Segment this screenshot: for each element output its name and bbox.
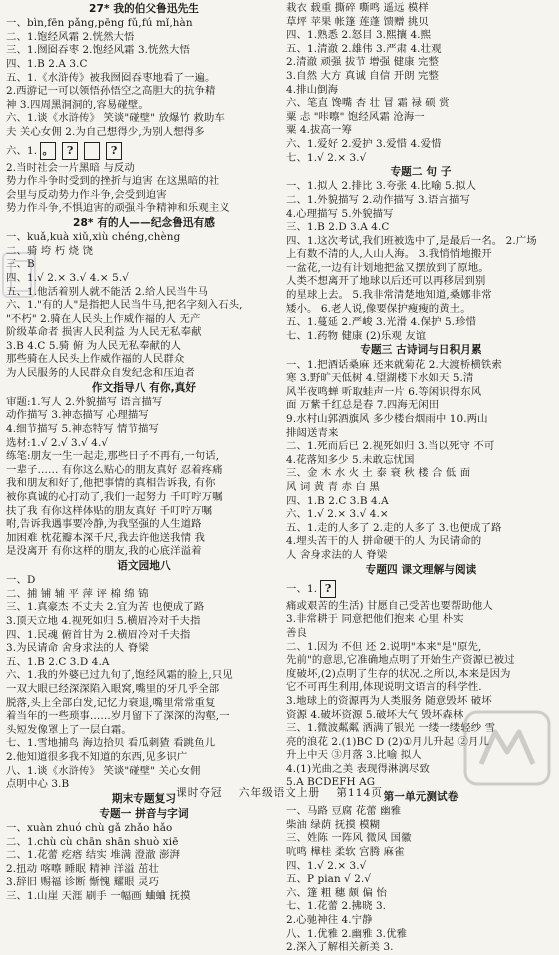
answer-line: 会里与反动势力作斗争,会受到迫害 — [6, 188, 167, 201]
answer-line: 5.A BCDEFH AG — [286, 776, 376, 789]
answer-line: 五、1.蔓延 2.严峻 3.光滑 4.保护 5.珍惜 — [286, 316, 477, 329]
answer-line: 四、1.民魂 俯首甘为 2.横眉冷对千夫指 — [6, 628, 191, 641]
answer-line: 一、bìn,fēn pǎng,pēng fǔ,fú mǐ,hàn — [6, 17, 193, 30]
answer-line: 八、1.谈《水浒传》 笑谈"碰壁" 关心女佣 — [6, 764, 201, 777]
answer-line: 先前"的意思,它准确地点明了开始生产资源已被过 — [286, 654, 515, 667]
answer-line: 4.排山倒海 — [286, 83, 339, 96]
answer-line: 四、1.√ 2.× 3.√ — [286, 859, 367, 872]
answer-line: 一、1.把酒话桑麻 还来就菊花 2.大渡桥横铁索 — [286, 358, 502, 371]
answer-line: 2.西游记一可以领悟孙悟空之高胆大的抗争精 — [6, 85, 216, 98]
answer-line: 一辈子…… 有你这么贴心的朋友真好 忍着疼痛 — [6, 463, 223, 476]
answer-line: 4.花落知多少 5.未敢忘忧国 — [286, 453, 415, 466]
section-heading: 专题一 拼音与字词 — [99, 807, 189, 820]
answer-line: 审题:1.写人 2.外貌描写 语言描写 — [6, 395, 163, 408]
right-column — [286, 2, 556, 955]
answer-line: 七、1.花蕾 2.拂晓 3. — [286, 900, 387, 913]
answer-line: 五、1.他活着别人就不能活 2.给人民当牛马 — [6, 285, 208, 298]
punctuation-answer-box: ? — [106, 142, 122, 160]
answer-line: 四、1.这次考试,我们班被选中了,是最后一名。 2.广场 — [286, 234, 537, 247]
answer-line: 风半夜鸣蝉 听取蛙声一片 6.等闲识得东风 — [286, 385, 482, 398]
answer-line: "不朽" 2.骑在人民头上作威作福的人 无产 — [6, 312, 201, 325]
answer-line: 上有数不清的人,人山人海。 3.我悄悄地搬开 — [286, 248, 492, 261]
punctuation-answer-box: ? — [62, 142, 78, 160]
answer-line: 9.水村山郭酒旗风 多少楼台烟雨中 10.两山 — [286, 413, 488, 426]
answer-line: 二、捕 铺 辅 平 萍 评 棉 绵 锦 — [6, 587, 149, 600]
answer-line: 3.B 4.C 5.骑 俯 为人民无私奉献的人 — [6, 339, 182, 352]
answer-line: 选材:1.√ 2.√ 3.√ 4.√ — [6, 436, 109, 449]
answer-line: 六、1."有的人"是指把人民当牛马,把名字刻入石头, — [6, 299, 243, 312]
answer-line: 二、1.饱经风霜 2.恍然大悟 — [6, 30, 135, 43]
answer-line: 四、1.熟悉 2.怒目 3.熙攘 4.熙 — [286, 29, 432, 42]
answer-line: 风 词 黄 青 赤 白 黑 — [286, 481, 380, 493]
answer-line: 势力作斗争,不惧迫害的顽强斗争精神和乐观主义 — [6, 202, 230, 215]
answer-box-row — [6, 140, 282, 162]
section-heading: 专题三 古诗词与日积月累 — [360, 344, 482, 357]
answer-box-row — [286, 578, 556, 600]
answer-line: 它不可再生利用,体现说明文语言的科学性. — [286, 681, 482, 694]
answer-line: 动作描写 3.神态描写 心理描写 — [6, 409, 149, 422]
answer-line: 4.心理描写 5.外貌描写 — [286, 207, 394, 220]
footer-brand: 课时夺冠 — [176, 787, 223, 799]
answer-line: 资源 4.破坏资源 5.破坏大气 毁坏森林 — [286, 708, 464, 721]
answer-line: 3.地球上的资源再为人类服务 随意毁坏 破坏 — [286, 694, 492, 707]
answer-line: 四、1.B 2.C 3.B 4.A — [286, 494, 389, 507]
section-heading: 第一单元测试卷 — [383, 791, 459, 804]
answer-line: 2.他知道很多我不知道的东西,见多识广 — [6, 750, 188, 763]
answer-line: 阶级革命者 损害人民利益 为人民无私奉献 — [6, 326, 202, 339]
answer-line: 草坪 苹果 帐篷 莲蓬 馈赠 挑贝 — [286, 15, 429, 28]
answer-line: 五、P pian √ 2.√ — [286, 873, 372, 886]
answer-line: 六、1.我的外婆已过九旬了,饱经风霜的脸上,只见 — [6, 669, 233, 682]
answer-line: 痛或艰苦的生活) 甘愿自己受苦也要帮助他人 — [286, 599, 493, 612]
answer-line: 那些骑在人民头上作威作福的人民群众 — [6, 353, 185, 366]
footer-page-number: 第114页 — [336, 787, 383, 799]
answer-line: 练笔:朋友一生一起走,那些日子不再有,一句话, — [6, 450, 220, 463]
answer-line: 六、篷 粗 穗 颇 偏 怡 — [286, 886, 387, 899]
answer-line: 粟 忐 "咔嚓" 饱经风霜 沧海一 — [286, 110, 425, 123]
answer-line: 我和朋友和好了,他把事情的真相告诉我, 有你 — [6, 477, 216, 490]
answer-line: 面 万紫千红总是春 7.四海无闲田 — [286, 399, 440, 412]
answer-line: 升上中天 ③月落 3.比喻 拟人 — [286, 749, 422, 762]
answer-line: 七、1.√ 2.× 3.√ — [286, 151, 367, 164]
answer-line: 一、D — [6, 574, 36, 587]
answer-line: 2.清澈 顽强 拔节 增强 健康 完整 — [286, 56, 440, 69]
answer-line: 人类不想离开了地球以后还可以再移居到别 — [286, 275, 486, 288]
section-heading: 期末专题复习 — [111, 792, 177, 805]
answer-line: 三、1.囫囵吞枣 2.饱经风霜 3.恍然大悟 — [6, 44, 191, 57]
answer-line: 吭鸣 樺桂 柔软 宫腾 麻雀 — [286, 846, 405, 859]
answer-line: 4.(1)光曲之美 表现得淋漓尽致 — [286, 762, 430, 775]
punctuation-answer-box: ? — [320, 580, 336, 598]
answer-line: 头短发像罩上了一层白霜。 — [6, 723, 132, 736]
answer-line: 是没离开 有你这样的朋友,我的心底洋溢着 — [6, 545, 202, 558]
answer-line: 3.非常耕于 同意把他们抱来 心里 朴实 — [286, 613, 464, 626]
answer-line: 二、骑 垮 朽 烧 饶 — [6, 244, 94, 257]
answer-line: 3.辞旧 赐福 诊断 惭愧 耀眼 灵巧 — [6, 876, 160, 889]
answer-line: 度破坏,(2)点明了生存的状况.之所以,本来是因为 — [286, 667, 511, 680]
answer-line: 咐,告诉我遇事要冷静,为我坚强的人生道路 — [6, 518, 202, 531]
answer-line: 2.心驰神往 4.宁静 — [286, 914, 373, 927]
answer-line: 着当年的一些琐事……岁月留下了深深的沟壑,一 — [6, 710, 230, 723]
section-heading: 语文园地八 — [117, 559, 171, 572]
answer-line: 3.顶天立地 4.视死如归 5.横眉冷对千夫指 — [6, 614, 201, 627]
answer-line: 排闼送青来 — [286, 426, 339, 439]
answer-line: 六、1.爱好 2.爱护 3.爱惜 4.爱惜 — [286, 137, 442, 150]
answer-line: 六、1.√ 2.× 3.√ 4.× — [286, 508, 389, 521]
answer-line: 一、马路 豆腐 花蕾 幽雅 — [286, 805, 402, 818]
answer-line: 三、1.真豪杰 不丈夫 2.宜为苦 也便成了路 — [6, 601, 205, 614]
answer-box-row-label: 一、1. — [286, 582, 318, 595]
answer-line: 七、1.药物 健康 (2)乐观 友谊 — [286, 329, 427, 342]
answer-line: 夫 关心女佣 2.为自己想得少,为别人想得多 — [6, 125, 205, 138]
answer-line: 3.自然 大方 真诚 自信 开朗 完整 — [286, 69, 440, 82]
section-heading: 27* 我的伯父鲁迅先生 — [89, 3, 199, 15]
answer-line: 三、金 木 水 火 土 泰 衰 秋 楼 合 低 面 — [286, 467, 471, 480]
answer-line: 栽衣 载重 撕碎 嘶鸣 遥远 模样 — [286, 2, 429, 14]
answer-line: 为人民服务的人民群众自发纪念和压迫者 — [6, 367, 195, 380]
answer-line: 四、1.√ 2.× 3.√ 4.× 5.√ — [6, 271, 129, 284]
page-footer — [0, 785, 559, 800]
answer-line: 一双大眼已经深深陷入眼窝,嘴里的牙几乎全部 — [6, 682, 220, 695]
answer-line: 三、姓陈 一阵风 微风 国徽 — [286, 832, 412, 845]
answer-line: 五、1.《水浒传》被我囫囵吞枣地看了一遍。 — [6, 71, 216, 84]
answer-line: 脱落,头上全部白发,记忆力衰退,嘴里常常重复 — [6, 696, 216, 709]
answer-box-row-label: 六、1. — [6, 144, 38, 157]
footer-subject: 六年级语文上册 — [238, 787, 321, 799]
left-column — [6, 2, 282, 904]
answer-line: 2.扭动 喀嚓 睡眠 精神 洋溢 茁壮 — [6, 862, 160, 875]
section-heading: 专题四 课文理解与阅读 — [365, 563, 477, 576]
answer-line: 三、B — [6, 258, 35, 271]
answer-line: 矮小。 6.老人说,像要保护瘦瘦的黄土。 — [286, 302, 471, 315]
answer-line: 2.当时社会一片黑暗 与反动 — [6, 161, 135, 174]
answer-line: 被你真诚的心打动了,我们一起努力 千叮咛万嘱 — [6, 491, 223, 504]
answer-line: 四、1.B 2.A 3.C — [6, 57, 88, 70]
answer-line: 七、1.雪地捕鸟 海边拾贝 看瓜刺猹 看跳鱼儿 — [6, 737, 216, 750]
answer-line: 加困难 枕花瓣本深千尺,我去许他送我情 我 — [6, 531, 206, 544]
answer-line: 二、1.死而后已 2.视死如归 3.当以死守 不可 — [286, 440, 495, 453]
answer-line: 五、1.清澈 2.雄伟 3.严肃 4.壮观 — [286, 42, 442, 55]
answer-line: 二、1.chù cù chān shān shuò xiē — [6, 835, 179, 848]
answer-line: 二、1.因为 不但 还 2.说明"本来"是"原先, — [286, 640, 482, 653]
answer-line: 3.为民请命 舍身求法的人 脊梁 — [6, 642, 149, 655]
punctuation-answer-box: 。 — [40, 142, 56, 160]
answer-line: 扶了我 有你这样体贴的朋友真好 千叮咛万嘱 — [6, 504, 213, 517]
answer-line: 柴油 绿荫 抚摸 模糊 — [286, 818, 381, 831]
section-heading: 作文指导八 有你,真好 — [91, 381, 197, 394]
answer-line: 一盆花,一边有计划地把盆又摆放到了原地。 — [286, 261, 489, 274]
section-heading: 28* 有的人——纪念鲁迅有感 — [72, 216, 215, 229]
answer-line: 善良 — [286, 626, 307, 639]
answer-line: 三、1.B 2.D 3.A 4.C — [286, 221, 390, 234]
answer-line: 三、1.山崖 天涯 刷手 一幅画 蛐蛐 抚摸 — [6, 890, 191, 903]
answer-line: 2.深入了解相关新美 3. — [286, 941, 394, 954]
answer-line: 五、1.B 2.C 3.D 4.A — [6, 655, 110, 668]
answer-line: 六、1.谈《水浒传》 笑谈"碰壁" 放爆竹 救助车 — [6, 112, 225, 125]
answer-line: 三、1.微波粼粼 洒满了银光 一缕一缕轻纱 雪 — [286, 722, 496, 735]
answer-line: 六、笔直 馋嘴 杏 壮 冒 霜 禄 硕 赏 — [286, 97, 450, 110]
answer-line: 势力作斗争时受到的挫折与迫害 在这黑暗的社 — [6, 175, 220, 188]
answer-line: 一、xuàn zhuó chù gǎ zhǎo hǎo — [6, 822, 173, 835]
answer-line: 神 3.四周黑洞洞的,容易碰壁。 — [6, 98, 149, 111]
answer-line: 人 舍身求法的人 脊梁 — [286, 548, 388, 561]
answer-line: 一、1.拟人 2.排比 3.夸张 4.比喻 5.拟人 — [286, 180, 477, 193]
answer-line: 八、1.优雅 2.幽雅 3.优雅 — [286, 927, 408, 940]
answer-line: 一、kuǎ,kuà xiǔ,xiù chéng,chèng — [6, 231, 181, 244]
answer-line: 二、1.外貌描写 2.动作描写 3.语言描写 — [286, 193, 471, 206]
answer-line: 五、1.走的人多了 2.走的人多了 3.也便成了路 — [286, 521, 502, 534]
answer-line: 点明中心 3.B — [6, 778, 70, 791]
answer-line: 寒 3.野旷天低树 4.望湖楼下水如天 5.清 — [286, 372, 474, 385]
answer-line: 4.细节描写 5.神态特写 情节描写 — [6, 423, 159, 436]
section-heading: 专题二 句 子 — [390, 166, 452, 179]
answer-line: 4.埋头苦干的人 拼命硬干的人 为民请命的 — [286, 535, 482, 548]
answer-line: 粟 4.拔高一筹 — [286, 124, 352, 137]
answer-line: 的星球上去。 5.我非常清楚地知道,桑娜非常 — [286, 289, 492, 302]
answer-line: 二、1.花蕾 疙瘩 结实 堆满 澄澈 澎湃 — [6, 849, 180, 862]
punctuation-answer-box — [84, 142, 100, 160]
answer-line: 亮的浪花 2.(1)BC D (2)①月儿升起 ②月儿 — [286, 735, 489, 748]
